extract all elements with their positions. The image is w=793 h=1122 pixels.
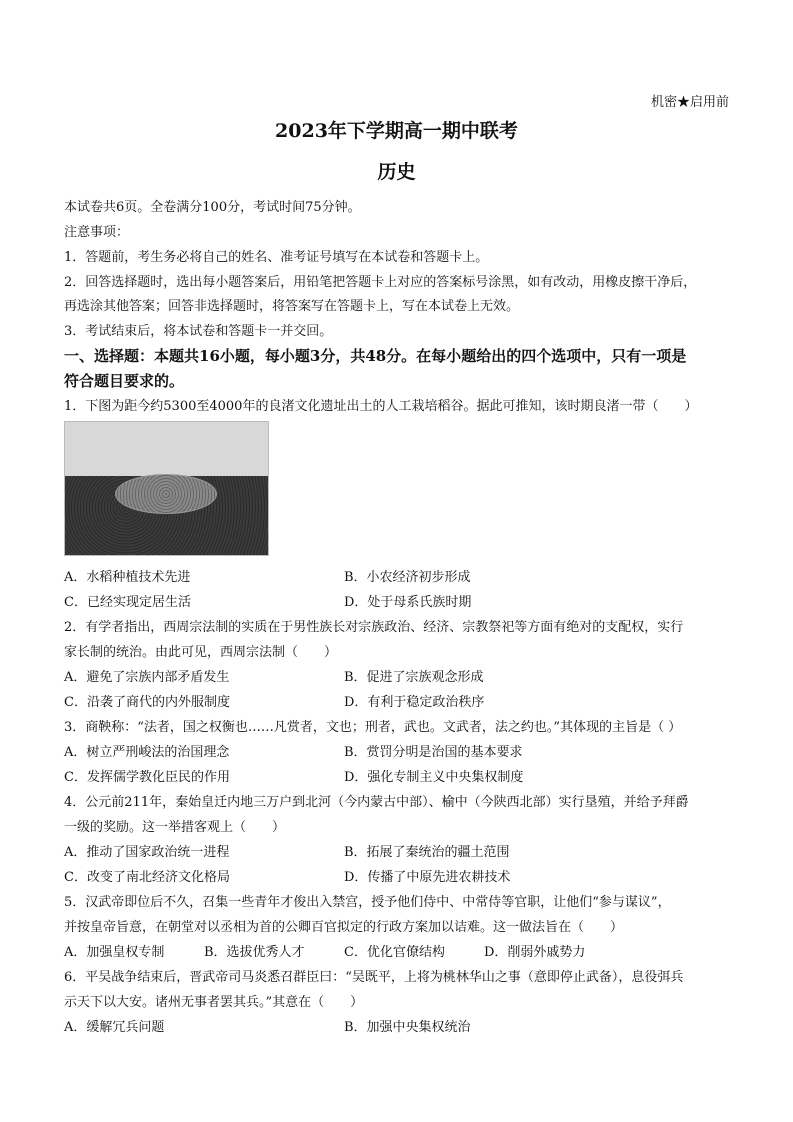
q1-option-c: C．已经实现定居生活 [64, 595, 191, 610]
notice-3: 3．考试结束后，将本试卷和答题卡一并交回。 [64, 324, 333, 339]
intro-text: 本试卷共6页。全卷满分100分，考试时间75分钟。 [64, 200, 361, 215]
q3-option-a: A．树立严刑峻法的治国理念 [64, 745, 230, 760]
q5-option-a: A．加强皇权专制 [64, 945, 165, 960]
q6-stem: 6．平吴战争结束后，晋武帝司马炎悉召群臣曰：“吴既平，上将为桃林华山之事（意即停止武备），息役弭兵 [64, 970, 684, 985]
notice-2-cont: 再选涂其他答案；回答非选择题时，将答案写在答题卡上，写在本试卷上无效。 [64, 299, 520, 314]
notice-1: 1．答题前，考生务必将自己的姓名、准考证号填写在本试卷和答题卡上。 [64, 250, 489, 265]
q4-stem-cont: 一级的奖励。这一举措客观上（ ） [64, 820, 286, 835]
rice-grain-photo [64, 421, 269, 556]
q4-option-b: B．拓展了秦统治的疆土范围 [344, 845, 510, 860]
q5-option-c: C．优化官僚结构 [344, 945, 445, 960]
q3-option-d: D．强化专制主义中央集权制度 [344, 770, 524, 785]
q6-option-a: A．缓解冗兵问题 [64, 1020, 165, 1035]
q6-stem-cont: 示天下以大安。诸州无事者罢其兵。”其意在（ ） [64, 995, 364, 1010]
notice-title: 注意事项： [64, 225, 130, 240]
q2-option-c: C．沿袭了商代的内外服制度 [64, 695, 230, 710]
q5-stem-cont: 并按皇帝旨意，在朝堂对以丞相为首的公卿百官拟定的行政方案加以诘难。这一做法旨在（ ） [64, 920, 624, 935]
q4-option-c: C．改变了南北经济文化格局 [64, 870, 230, 885]
q5-option-b: B．选拔优秀人才 [204, 945, 305, 960]
notice-2: 2．回答选择题时，选出每小题答案后，用铅笔把答题卡上对应的答案标号涂黑，如有改动，用橡皮擦干净后， [64, 275, 697, 290]
q1-stem: 1．下图为距今约5300至4000年的良渚文化遗址出土的人工栽培稻谷。据此可推知，该时期良渚一带（ ） [64, 399, 698, 414]
q3-stem: 3．商鞅称：“法者，国之权衡也……凡赏者，文也；刑者，武也。文武者，法之约也。”其体现的主旨是（ ） [64, 720, 682, 735]
section-heading-cont: 符合题目要求的。 [64, 372, 185, 390]
q2-option-a: A．避免了宗族内部矛盾发生 [64, 670, 230, 685]
q2-stem: 2．有学者指出，西周宗法制的实质在于男性族长对宗族政治、经济、宗教祭祀等方面有绝对的支配权，实行 [64, 620, 684, 635]
q1-option-d: D．处于母系氏族时期 [344, 595, 472, 610]
q2-stem-cont: 家长制的统治。由此可见，西周宗法制（ ） [64, 645, 338, 660]
confidential-mark: 机密★启用前 [650, 95, 729, 110]
q6-option-b: B．加强中央集权统治 [344, 1020, 471, 1035]
q5-stem: 5．汉武帝即位后不久，召集一些青年才俊出入禁宫，授予他们侍中、中常侍等官职，让他们“参与谋议”， [64, 895, 671, 910]
q3-option-b: B．赏罚分明是治国的基本要求 [344, 745, 523, 760]
q1-option-a: A．水稻种植技术先进 [64, 570, 191, 585]
q3-option-c: C．发挥儒学教化臣民的作用 [64, 770, 230, 785]
q5-option-d: D．削弱外戚势力 [484, 945, 586, 960]
exam-title: 2023年下学期高一期中联考 [275, 120, 518, 142]
q2-option-d: D．有利于稳定政治秩序 [344, 695, 485, 710]
q4-option-d: D．传播了中原先进农耕技术 [344, 870, 511, 885]
q2-option-b: B．促进了宗族观念形成 [344, 670, 484, 685]
q1-option-b: B．小农经济初步形成 [344, 570, 471, 585]
q4-stem: 4．公元前211年，秦始皇迁内地三万户到北河（今内蒙古中部）、榆中（今陕西北部）实行垦殖，并给予拜爵 [64, 795, 689, 810]
subject-title: 历史 [377, 161, 416, 183]
q4-option-a: A．推动了国家政治统一进程 [64, 845, 230, 860]
section-heading: 一、选择题：本题共16小题，每小题3分，共48分。在每小题给出的四个选项中，只有一项是 [64, 347, 687, 365]
